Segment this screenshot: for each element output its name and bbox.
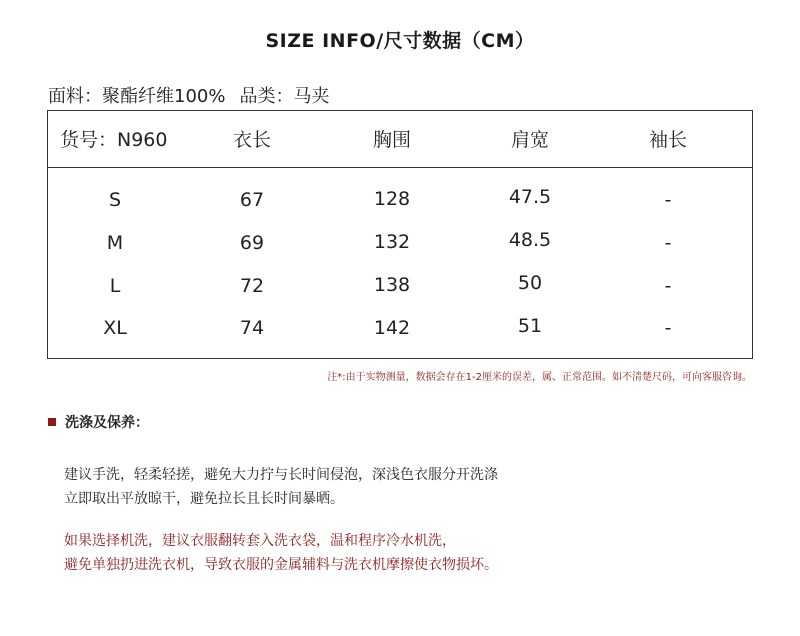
size-label: XL: [103, 317, 127, 339]
sleeve-value: -: [664, 275, 672, 297]
care-line: 立即取出平放晾干，避免拉长且长时间暴晒。: [64, 491, 344, 507]
size-label: M: [106, 232, 124, 254]
size-table: [47, 110, 753, 359]
length-value: 69: [239, 232, 265, 254]
size-label: L: [109, 275, 121, 297]
square-bullet-icon: [48, 418, 56, 426]
header-chest: 胸围: [372, 129, 412, 151]
sleeve-value: -: [664, 189, 672, 211]
machine-wash-warning: [64, 529, 498, 577]
measurement-note: 注*:由于实物测量，数据会存在1-2厘米的误差，属、正常范围。如不清楚尺码，可向客服咨询。: [327, 372, 752, 383]
header-length: 衣长: [232, 129, 272, 151]
sleeve-value: -: [664, 317, 672, 339]
shoulder-value: 47.5: [508, 186, 552, 208]
header-item-number: 货号：N960: [60, 129, 168, 151]
page-title: SIZE INFO/尺寸数据（CM）: [265, 30, 535, 52]
shoulder-value: 48.5: [508, 229, 552, 251]
chest-value: 132: [373, 231, 411, 253]
warning-line: 如果选择机洗，建议衣服翻转套入洗衣袋，温和程序冷水机洗，: [64, 533, 456, 549]
length-value: 67: [239, 189, 265, 211]
fabric-label: 面料：聚酯纤维100%: [48, 86, 226, 107]
chest-value: 142: [373, 317, 411, 339]
size-label: S: [108, 189, 122, 211]
care-heading: [48, 412, 149, 432]
category-label: 品类：马夹: [239, 86, 330, 107]
care-line: 建议手洗，轻柔轻搓，避免大力拧与长时间侵泡，深浅色衣服分开洗涤: [64, 467, 498, 483]
size-table-header: [48, 111, 752, 168]
sleeve-value: -: [664, 232, 672, 254]
length-value: 74: [239, 317, 265, 339]
warning-line: 避免单独扔进洗衣机，导致衣服的金属辅料与洗衣机摩擦使衣物损坏。: [64, 557, 498, 573]
length-value: 72: [239, 275, 265, 297]
care-instructions: [64, 463, 498, 511]
header-sleeve: 袖长: [648, 129, 688, 151]
shoulder-value: 50: [517, 272, 543, 294]
chest-value: 138: [373, 274, 411, 296]
care-heading-label: 洗涤及保养：: [65, 415, 149, 431]
material-info: [48, 82, 329, 108]
header-shoulder: 肩宽: [510, 129, 550, 151]
shoulder-value: 51: [517, 315, 543, 337]
chest-value: 128: [373, 188, 411, 210]
